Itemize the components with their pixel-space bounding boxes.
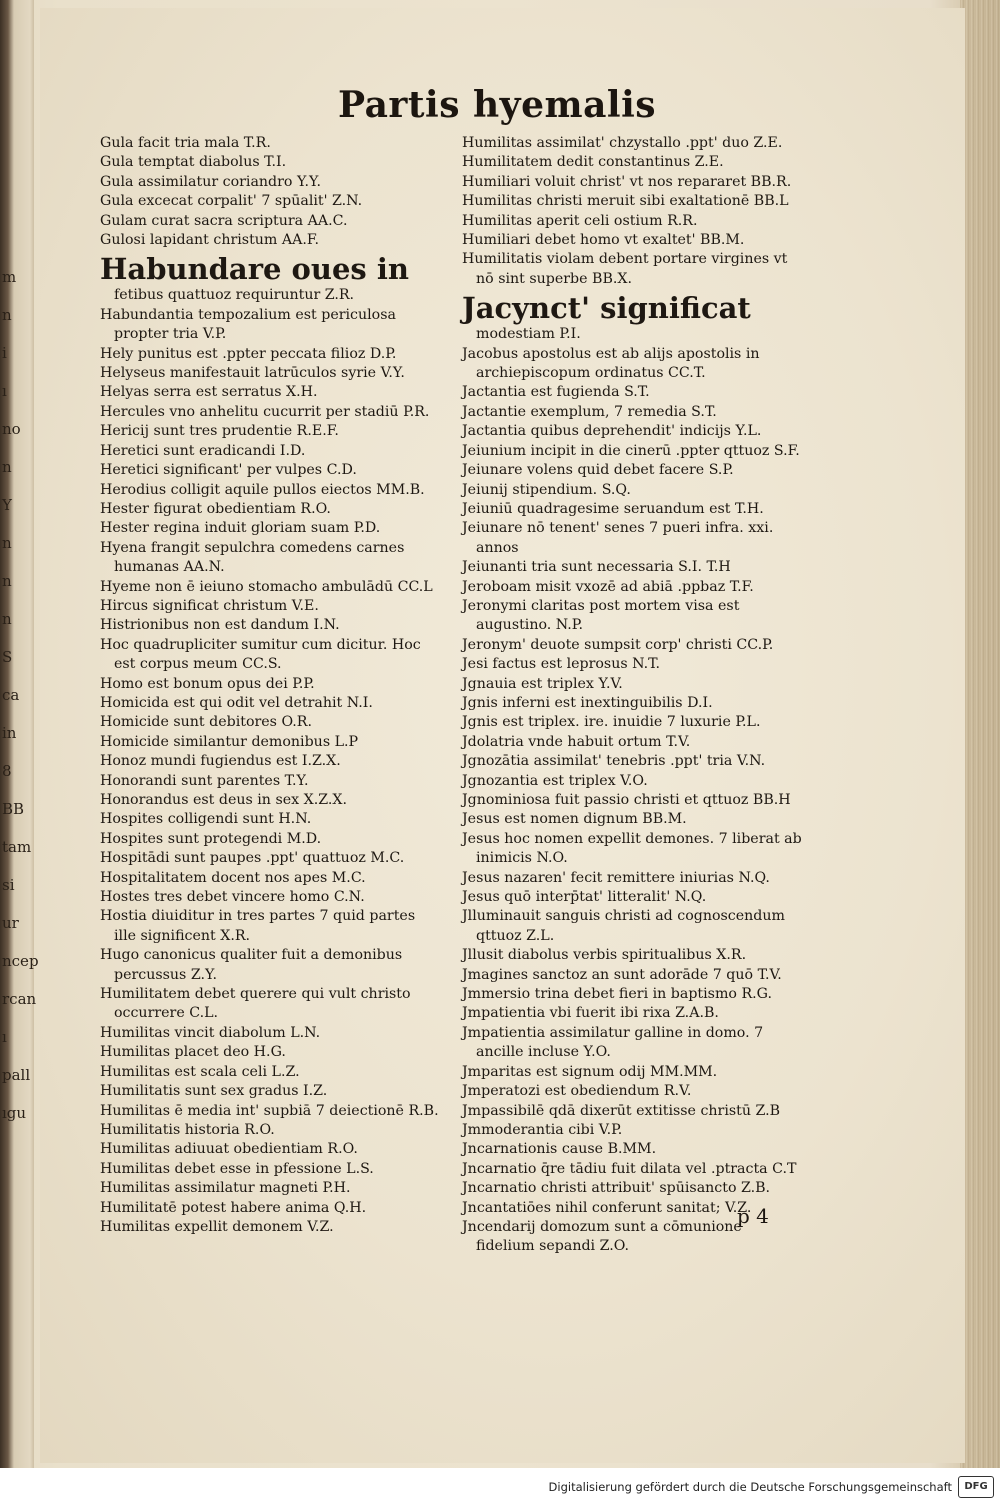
fragment-text: in: [2, 724, 17, 742]
index-entry: Homicide sunt debitores O.R.: [100, 714, 312, 731]
index-entry: Jgnozātia assimilat' tenebris .ppt' tria V.N.: [462, 753, 766, 770]
index-entry: Jgnozantia est triplex V.O.: [462, 772, 648, 789]
index-entry: Jactantia quibus deprehendit' indicijs Y.L.: [462, 423, 762, 440]
index-entry: Jactantia est fugienda S.T.: [462, 384, 650, 401]
fragment-text: n: [2, 610, 12, 628]
index-entry: Jeronym' deuote sumpsit corp' christi CC.P.: [462, 636, 774, 653]
index-entry: Jmperatozi est obediendum R.V.: [462, 1083, 692, 1100]
index-entry: Hericij sunt tres prudentie R.E.F.: [100, 423, 339, 440]
index-entry: Jncarnationis cause B.MM.: [462, 1141, 657, 1158]
fragment-text: pall: [2, 1066, 31, 1084]
index-entry: Jmmoderantia cibi V.P.: [462, 1121, 623, 1138]
index-entry: Homicide similantur demonibus L.P: [100, 733, 359, 750]
index-entry: Jeiunanti tria sunt necessaria S.I. T.H: [462, 559, 731, 576]
index-entry: Jmmersio trina debet fieri in baptismo R.G.: [462, 986, 772, 1003]
index-entry: Jesi factus est leprosus N.T.: [462, 656, 661, 673]
index-entry: Jmpatientia assimilatur galline in domo. 7 ancille incluse Y.O.: [462, 1024, 764, 1061]
fragment-text: BB: [2, 800, 25, 818]
index-entry: Histrionibus non est dandum I.N.: [100, 617, 340, 634]
index-entry: Gulam curat sacra scriptura AA.C.: [100, 212, 348, 229]
index-entry: modestiam P.I.: [476, 326, 581, 343]
index-entry: Hircus significat christum V.E.: [100, 597, 319, 614]
index-entry: Humilitas placet deo H.G.: [100, 1044, 286, 1061]
index-entry: Humilitatem debet querere qui vult christo occurrere C.L.: [100, 986, 411, 1022]
index-entry: Jacobus apostolus est ab alijs apostolis in archiepiscopum ordinatus CC.T.: [462, 345, 760, 382]
fragment-text: i: [2, 344, 7, 362]
index-entry: Gula excecat corpalit' 7 spūalit' Z.N.: [100, 193, 363, 210]
index-entry: Jesus quō interp̄tat' litteralit' N.Q.: [462, 889, 707, 906]
index-entry: Gulosi lapidant christum AA.F.: [100, 232, 320, 249]
index-entry: Jesus est nomen dignum BB.M.: [462, 811, 687, 828]
fragment-text: n: [2, 534, 12, 552]
index-entry: Jeroboam misit vxozē ad abiā .ppbaz T.F.: [462, 578, 754, 595]
fragment-text: ıgu: [2, 1104, 27, 1122]
index-entry: Hospitādi sunt paupes .ppt' quattuoz M.C.: [100, 850, 405, 867]
index-entry: Homo est bonum opus dei P.P.: [100, 675, 315, 692]
index-entry: Gula facit tria mala T.R.: [100, 135, 271, 151]
footer-credit: Digitalisierung gefördert durch die Deutsche Forschungsgemeinschaft: [548, 1480, 952, 1494]
index-entry: Humilitas assimilat' chzystallo .ppt' duo Z.E.: [462, 135, 783, 151]
fragment-text: n: [2, 458, 12, 476]
index-entry: Jmagines sanctoz an sunt adorāde 7 quō T.V.: [462, 966, 782, 983]
index-entry: Humiliari debet homo vt exaltet' BB.M.: [462, 232, 745, 249]
index-entry: Homicida est qui odit vel detrahit N.I.: [100, 694, 373, 711]
index-entry: Humilitas vincit diabolum L.N.: [100, 1024, 321, 1041]
index-entry: Hospites colligendi sunt H.N.: [100, 811, 312, 828]
index-entry: Jncendarij domozum sunt a cōmunione fidelium sepandi Z.O.: [462, 1218, 742, 1255]
index-entry: Jmpassibilē qdā dixerūt extitisse christū Z.B: [462, 1102, 781, 1119]
index-entry: Humilitas aperit celi ostium R.R.: [462, 212, 698, 229]
index-entry: Jesus hoc nomen expellit demones. 7 liberat ab inimicis N.O.: [462, 830, 802, 867]
index-entry: Humilitas expellit demonem V.Z.: [100, 1218, 334, 1235]
running-head: Partis hyemalis: [338, 84, 657, 126]
index-entry: Hospitalitatem docent nos apes M.C.: [100, 869, 366, 886]
fragment-text: si: [2, 876, 15, 894]
index-entry: Hospites sunt protegendi M.D.: [100, 830, 322, 847]
footer-bar: [0, 1468, 1000, 1507]
index-entry: Jncarnatio christi attribuit' spūisancto Z.B.: [462, 1180, 771, 1197]
left-column: [100, 134, 440, 1237]
index-entry: Humilitas debet esse in pfessione L.S.: [100, 1160, 374, 1177]
index-entry: Jactantie exemplum, 7 remedia S.T.: [462, 403, 717, 420]
index-entry: Humiliari voluit christ' vt nos repararet BB.R.: [462, 173, 792, 190]
index-entry: Jgnominiosa fuit passio christi et qttuoz BB.H: [462, 792, 791, 808]
index-entry: Humilitas assimilatur magneti P.H.: [100, 1180, 351, 1197]
index-entry: Hyena frangit sepulchra comedens carnes humanas AA.N.: [100, 539, 405, 576]
index-entry: Jeiuniū quadragesime seruandum est T.H.: [462, 500, 764, 517]
index-entry: Jeiunare nō tenent' senes 7 pueri infra. xxi. annos: [462, 520, 774, 556]
index-entry: Habundantia tempozalium est periculosa propter tria V.P.: [100, 306, 396, 343]
fragment-text: n: [2, 306, 12, 324]
index-entry: Humilitatē potest habere anima Q.H.: [100, 1199, 367, 1216]
index-entry: Hoc quadrupliciter sumitur cum dicitur. Hoc est corpus meum CC.S.: [100, 636, 421, 673]
fragment-text: ı: [2, 1028, 7, 1046]
index-entry: Humilitas christi meruit sibi exaltationē BB.L: [462, 193, 789, 210]
fragment-text: S: [2, 648, 13, 666]
fragment-text: tam: [2, 838, 32, 856]
index-entry: Jmpatientia vbi fuerit ibi rixa Z.A.B.: [462, 1005, 719, 1022]
index-entry: Hely punitus est .ppter peccata filioz D.P.: [100, 345, 397, 362]
fragment-text: Y: [2, 496, 12, 514]
index-entry: Hester figurat obedientiam R.O.: [100, 500, 331, 517]
right-column: [462, 134, 802, 1257]
index-entry: Jmparitas est signum odij MM.MM.: [462, 1063, 718, 1080]
index-entry: Jgnis est triplex. ire. inuidie 7 luxurie P.L.: [462, 714, 761, 731]
index-entry: Herodius colligit aquile pullos eiectos MM.B.: [100, 481, 425, 498]
index-entry: Hostes tres debet vincere homo C.N.: [100, 889, 365, 906]
headword: Jacynct' significat: [462, 291, 751, 326]
index-entry: Humilitas adiuuat obedientiam R.O.: [100, 1141, 358, 1158]
index-entry: Jgnauia est triplex Y.V.: [462, 675, 623, 692]
index-entry: Jncantatiōes nihil conferunt sanitat; V.Z.: [462, 1199, 752, 1216]
index-entry: Heretici significant' per vulpes C.D.: [100, 462, 357, 479]
fragment-text: ncep: [2, 952, 39, 970]
fragment-text: rcan: [2, 990, 37, 1008]
index-entry: Honoz mundi fugiendus est I.Z.X.: [100, 753, 341, 770]
index-entry: Hyeme non ē ieiuno stomacho ambulādū CC.L: [100, 578, 433, 595]
index-entry: Jgnis inferni est inextinguibilis D.I.: [462, 694, 713, 711]
fragment-text: ca: [2, 686, 20, 704]
index-entry: Helyas serra est serratus X.H.: [100, 384, 318, 401]
index-entry: Jdolatria vnde habuit ortum T.V.: [462, 733, 691, 750]
index-entry: Humilitatis violam debent portare virgines vt nō sint superbe BB.X.: [462, 251, 788, 287]
fragment-text: n: [2, 572, 12, 590]
headword: Habundare oues in: [100, 252, 409, 287]
index-entry: Humilitatem dedit constantinus Z.E.: [462, 154, 724, 171]
index-entry: Jeiunare volens quid debet facere S.P.: [462, 462, 734, 479]
index-entry: Hugo canonicus qualiter fuit a demonibus percussus Z.Y.: [100, 947, 403, 983]
fragment-text: m: [2, 268, 17, 286]
index-entry: Jlluminauit sanguis christi ad cognoscendum qttuoz Z.L.: [462, 908, 785, 944]
index-entry: Humilitatis historia R.O.: [100, 1121, 275, 1138]
fragment-text: 8: [2, 762, 12, 780]
index-entry: Jeronymi claritas post mortem visa est augustino. N.P.: [462, 597, 740, 634]
signature-mark: p 4: [737, 1204, 769, 1228]
index-entry: Hostia diuiditur in tres partes 7 quid partes ille significent X.R.: [100, 908, 416, 944]
index-entry: Helyseus manifestauit latrūculos syrie V.Y.: [100, 365, 405, 382]
fragment-text: ur: [2, 914, 19, 932]
index-entry: Humilitas est scala celi L.Z.: [100, 1063, 300, 1080]
index-entry: Honorandus est deus in sex X.Z.X.: [100, 792, 347, 808]
dfg-logo: DFG: [958, 1476, 994, 1498]
index-entry: Jesus nazaren' fecit remittere iniurias N.Q.: [462, 869, 770, 886]
index-entry: Humilitas ē media int' supbiā 7 deiectionē R.B.: [100, 1102, 439, 1119]
index-entry: Heretici sunt eradicandi I.D.: [100, 442, 306, 459]
adjacent-page-fragment: [0, 0, 39, 1468]
index-entry: Gula temptat diabolus T.I.: [100, 154, 287, 171]
fragment-text: ı: [2, 382, 7, 400]
index-entry: Humilitatis sunt sex gradus I.Z.: [100, 1083, 328, 1100]
index-entry: Hercules vno anhelitu cucurrit per stadiū P.R.: [100, 403, 430, 420]
fragment-text: no: [2, 420, 21, 438]
index-entry: Hester regina induit gloriam suam P.D.: [100, 520, 381, 537]
page-edges: [960, 0, 1000, 1468]
index-entry: Honorandi sunt parentes T.Y.: [100, 772, 309, 789]
index-entry: Jllusit diabolus verbis spiritualibus X.R.: [462, 947, 747, 964]
index-entry: Gula assimilatur coriandro Y.Y.: [100, 173, 322, 190]
index-entry: Jeiunium incipit in die cinerū .ppter qttuoz S.F.: [462, 442, 800, 459]
index-entry: Jeiunij stipendium. S.Q.: [462, 481, 631, 498]
index-entry: fetibus quattuoz requiruntur Z.R.: [114, 287, 355, 304]
index-entry: Jncarnatio q̄re tādiu fuit dilata vel .ptracta C.T: [462, 1160, 797, 1177]
